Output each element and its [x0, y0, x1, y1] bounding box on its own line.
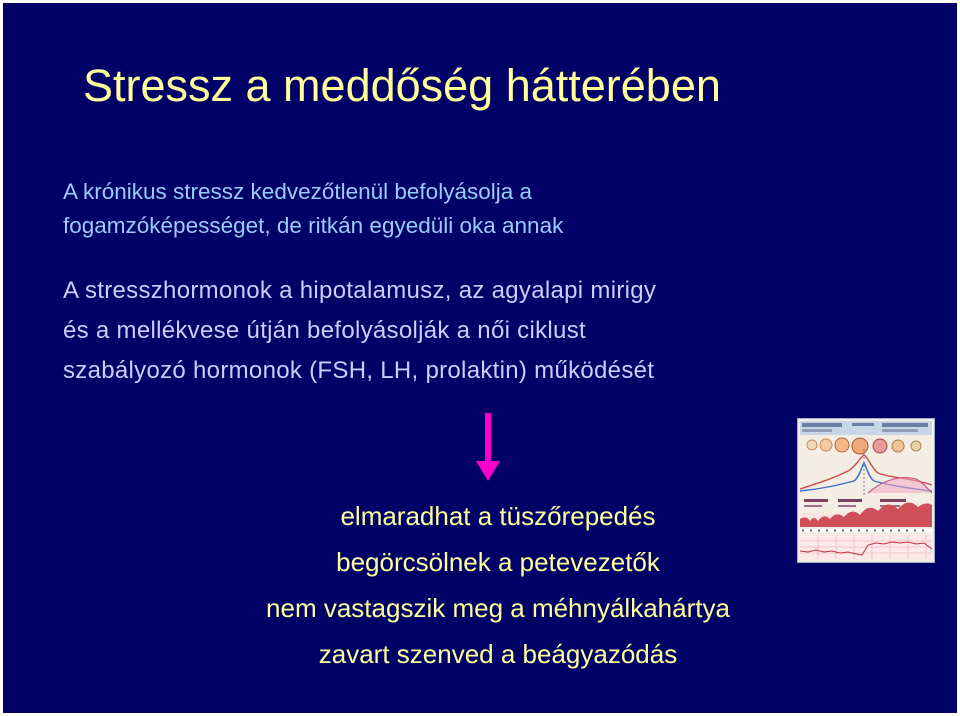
effect-item: nem vastagszik meg a méhnyálkahártya [266, 593, 730, 623]
slide [3, 3, 957, 713]
intro-line: fogamzóképességet, de ritkán egyedüli oka annak [63, 213, 564, 238]
effect-item: begörcsölnek a petevezetők [336, 547, 660, 577]
hormone-text [63, 271, 656, 391]
hormone-line: szabályozó hormonok (FSH, LH, prolaktin) működését [63, 357, 655, 384]
intro-line: A krónikus stressz kedvezőtlenül befolyásolja a [63, 179, 532, 204]
effect-item: elmaradhat a tüszőrepedés [340, 501, 656, 531]
hormone-line: A stresszhormonok a hipotalamusz, az agyalapi mirigy [63, 277, 657, 304]
effect-item: zavart szenved a beágyazódás [318, 639, 678, 669]
hormone-line: és a mellékvese útján befolyásolják a női ciklust [63, 317, 586, 344]
slide-title: Stressz a meddőség hátterében [83, 60, 721, 111]
intro-text [63, 175, 563, 243]
menstrual-cycle-illustration [798, 419, 934, 562]
down-arrow-icon [476, 413, 500, 481]
effects-list [153, 493, 843, 677]
menstrual-cycle-diagram [797, 418, 935, 563]
